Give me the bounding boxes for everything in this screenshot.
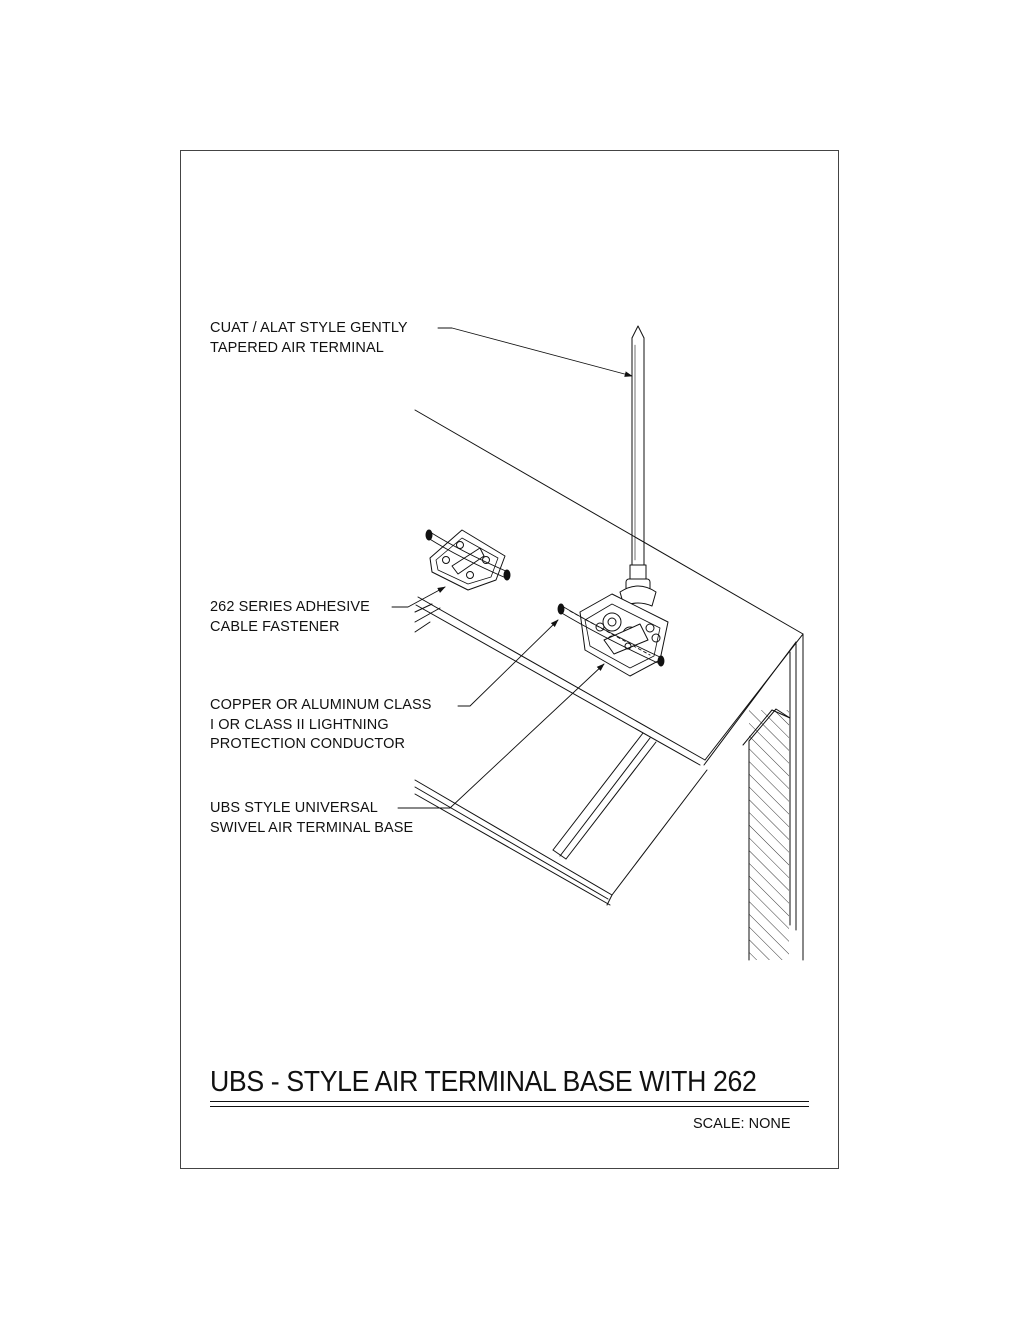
leader-conductor — [458, 620, 558, 706]
leader-air-terminal — [438, 328, 632, 376]
scale-note: SCALE: NONE — [693, 1116, 791, 1132]
callout-cable-fastener — [210, 598, 370, 637]
cable-fastener-262 — [426, 530, 510, 590]
callout-conductor-line1: COPPER OR ALUMINUM CLASS — [210, 697, 432, 713]
ubs-base-plate — [580, 594, 668, 676]
callout-base — [210, 799, 413, 838]
callout-conductor-line3: PROTECTION CONDUCTOR — [210, 736, 406, 752]
air-terminal-rod — [620, 326, 656, 606]
callout-conductor-line2: I OR CLASS II LIGHTNING — [210, 716, 389, 733]
callout-base-line2: SWIVEL AIR TERMINAL BASE — [210, 819, 414, 836]
callout-air-terminal-line1: CUAT / ALAT STYLE GENTLY — [210, 320, 408, 336]
callout-base-line1: UBS STYLE UNIVERSAL — [210, 800, 378, 816]
drawing-title: UBS - STYLE AIR TERMINAL BASE WITH 262 — [210, 1066, 757, 1098]
callout-cable-fastener-line1: 262 SERIES ADHESIVE — [210, 599, 370, 615]
callout-cable-fastener-line2: CABLE FASTENER — [210, 618, 340, 635]
wall-hatch — [749, 710, 789, 960]
callout-conductor — [210, 696, 432, 755]
standing-seam — [553, 733, 643, 850]
title-underline — [210, 1101, 809, 1107]
callout-air-terminal — [210, 319, 408, 358]
callout-air-terminal-line2: TAPERED AIR TERMINAL — [210, 339, 384, 356]
